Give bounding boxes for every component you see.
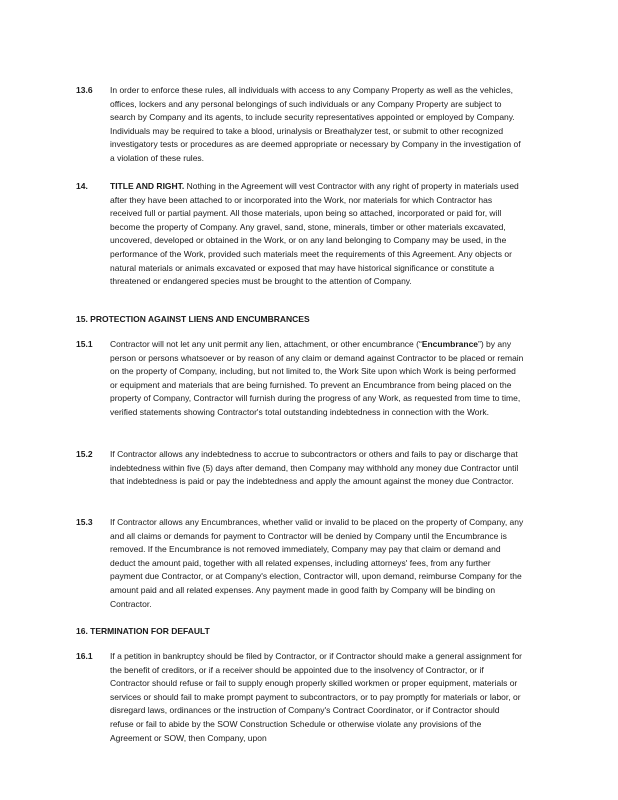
section-text (110, 338, 524, 420)
section-number: 14. (76, 181, 88, 191)
section-14 (76, 180, 524, 289)
section-text (110, 180, 524, 289)
section-text: In order to enforce these rules, all individuals with access to any Company Property as well as the vehicles, offices, lockers and any personal belongings of such individuals or any Company Property are subject to search by Company and its agents, to include security representatives appointed or employed by Company. Individuals may be required to take a blood, urinalysis or Breathalyzer test, or submit to other recognized investigatory tests or procedures as are deemed appropriate or necessary by Company in the investigation of a violation of these rules. (110, 85, 521, 163)
section-13-6 (76, 84, 524, 166)
section-16-1 (76, 650, 524, 745)
defined-term: Encumbrance (421, 339, 479, 349)
section-text-a: Contractor will not let any unit permit any lien, attachment, or other encumbrance (“ (110, 339, 422, 349)
section-text: If a petition in bankruptcy should be filed by Contractor, or if Contractor should make a general assignment for the benefit of creditors, or if a receiver should be appointed due to the insolvency of Contractor, or if Contractor should refuse or fail to supply enough properly skilled workmen or proper equipment, materials or services or should fail to make prompt payment to subcontractors, or to pay promptly for materials or labor, or disregard laws, ordinances or the instruction of Company's Contract Coordinator, or if Contractor should refuse or fail to abide by the SOW Construction Schedule or otherwise violate any provisions of the Agreement or SOW, then Company, upon (110, 651, 523, 743)
section-title: TITLE AND RIGHT. (110, 181, 185, 191)
section-body: Nothing in the Agreement will vest Contractor with any right of property in materials used after they have been attached to or incorporated into the Work, nor materials for which Contractor has received full or partial payment. All those materials, upon being so attached, incorporated or paid for, will become the property of Company. Any gravel, sand, stone, minerals, timber or other materials excavated, uncovered, developed or obtained in the Work, or on any land belonging to Company may be used, in the performance of the Work, provided such materials meet the requirements of this Agreement. Any objects or natural materials or animals excavated or exposed that may have historical significance or constitute a threatened or endangered species must be brought to the attention of Company. (110, 181, 519, 287)
section-number: 15.2 (76, 449, 93, 459)
section-text-b: ”) by any person or persons whatsoever or by reason of any claim or demand against Contractor to be placed or remain on the property of Company, including, but not limited to, the Work Site upon which Work is being performed or equipment and materials that are being furnished. To prevent an Encumbrance from being placed on the property of Company, Contractor will furnish during the progress of any Work, as requested from time to time, verified statements showing Contractor's total outstanding indebtedness in connection with the Work. (110, 339, 524, 417)
section-15-2 (76, 448, 524, 489)
section-15-1 (76, 338, 524, 420)
section-number: 15.3 (76, 517, 93, 527)
heading-16: 16. TERMINATION FOR DEFAULT (76, 626, 210, 636)
section-number: 16.1 (76, 651, 93, 661)
section-text: If Contractor allows any Encumbrances, whether valid or invalid to be placed on the property of Company, any and all claims or demands for payment to Contractor will be denied by Company until the Encumbrance is removed. If the Encumbrance is not removed immediately, Company may pay that claim or demand and deduct the amount paid, together with all related expenses, including attorneys' fees, from any further payment due Contractor, or at Company's election, Contractor will, upon demand, reimburse Company for the amount paid and all related expenses. Any payment made in good faith by Company will be binding on Contractor. (110, 517, 524, 609)
section-15-3 (76, 516, 524, 611)
section-text: If Contractor allows any indebtedness to accrue to subcontractors or others and fails to pay or discharge that indebtedness within five (5) days after demand, then Company may withhold any money due Contractor until that indebtedness is paid or pay the indebtedness and apply the amount against the money due Contractor. (110, 449, 519, 487)
section-number: 13.6 (76, 85, 93, 95)
section-number: 15.1 (76, 339, 93, 349)
heading-15: 15. PROTECTION AGAINST LIENS AND ENCUMBRANCES (76, 314, 310, 324)
